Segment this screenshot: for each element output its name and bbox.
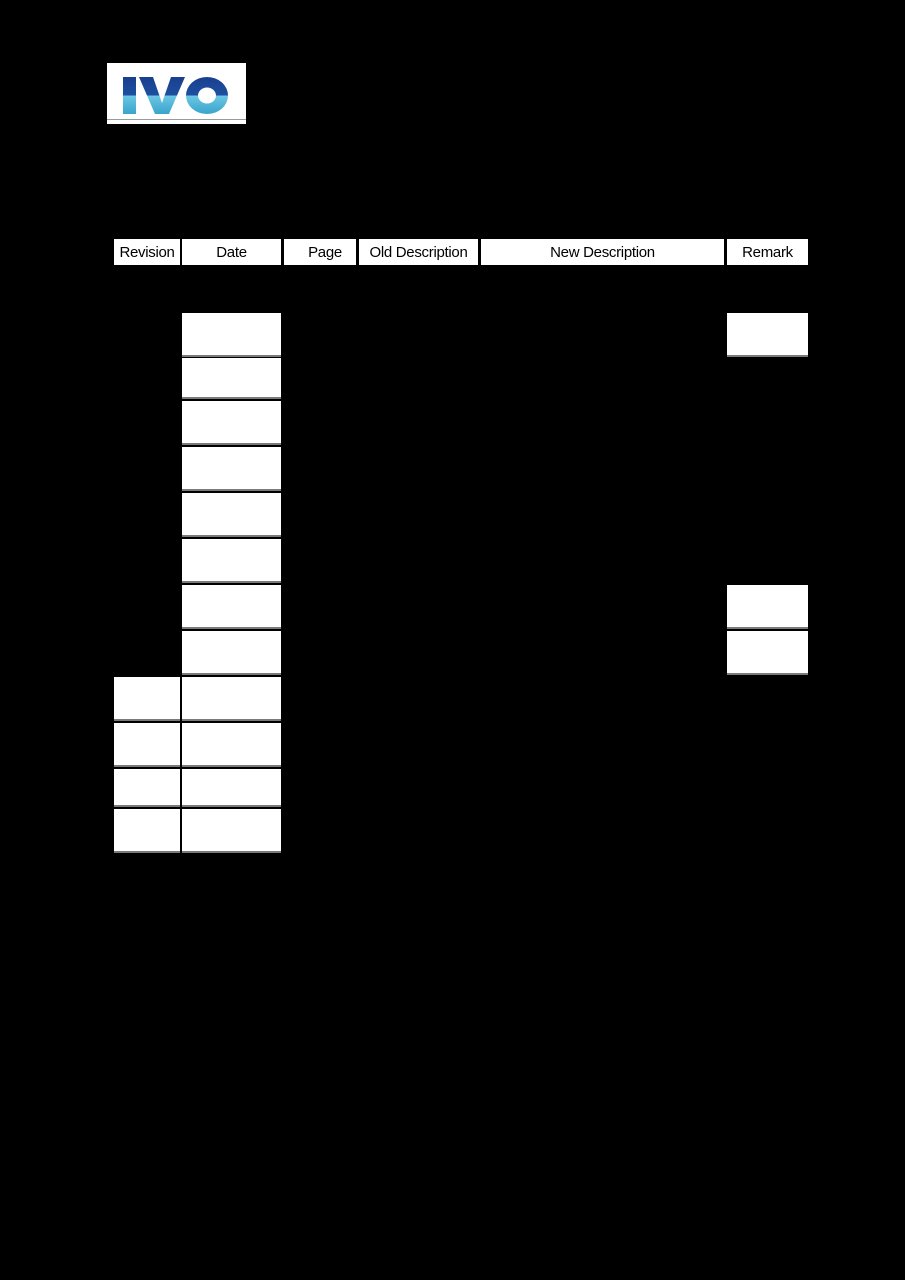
date-cell <box>182 313 281 357</box>
date-cell <box>182 401 281 445</box>
revision-cell <box>114 677 180 721</box>
column-header-new-description: New Description <box>481 239 724 265</box>
remark-cell <box>727 313 808 357</box>
column-header-date: Date <box>182 239 281 265</box>
date-cell <box>182 677 281 721</box>
column-header-old-description: Old Description <box>359 239 478 265</box>
date-cell <box>182 631 281 675</box>
remark-cell <box>727 585 808 629</box>
ivo-logo-graphic <box>107 63 246 124</box>
revision-cell <box>114 723 180 767</box>
date-cell <box>182 809 281 853</box>
column-header-revision: Revision <box>114 239 180 265</box>
date-cell <box>182 539 281 583</box>
remark-cell <box>727 631 808 675</box>
column-header-remark: Remark <box>727 239 808 265</box>
date-cell <box>182 723 281 767</box>
date-cell <box>182 493 281 537</box>
revision-cell <box>114 769 180 807</box>
column-header-page: Page <box>284 239 356 265</box>
date-cell <box>182 358 281 399</box>
date-cell <box>182 769 281 807</box>
date-cell <box>182 447 281 491</box>
date-cell <box>182 585 281 629</box>
revision-cell <box>114 809 180 853</box>
footer-link[interactable] <box>632 1220 731 1234</box>
company-logo <box>107 63 246 124</box>
